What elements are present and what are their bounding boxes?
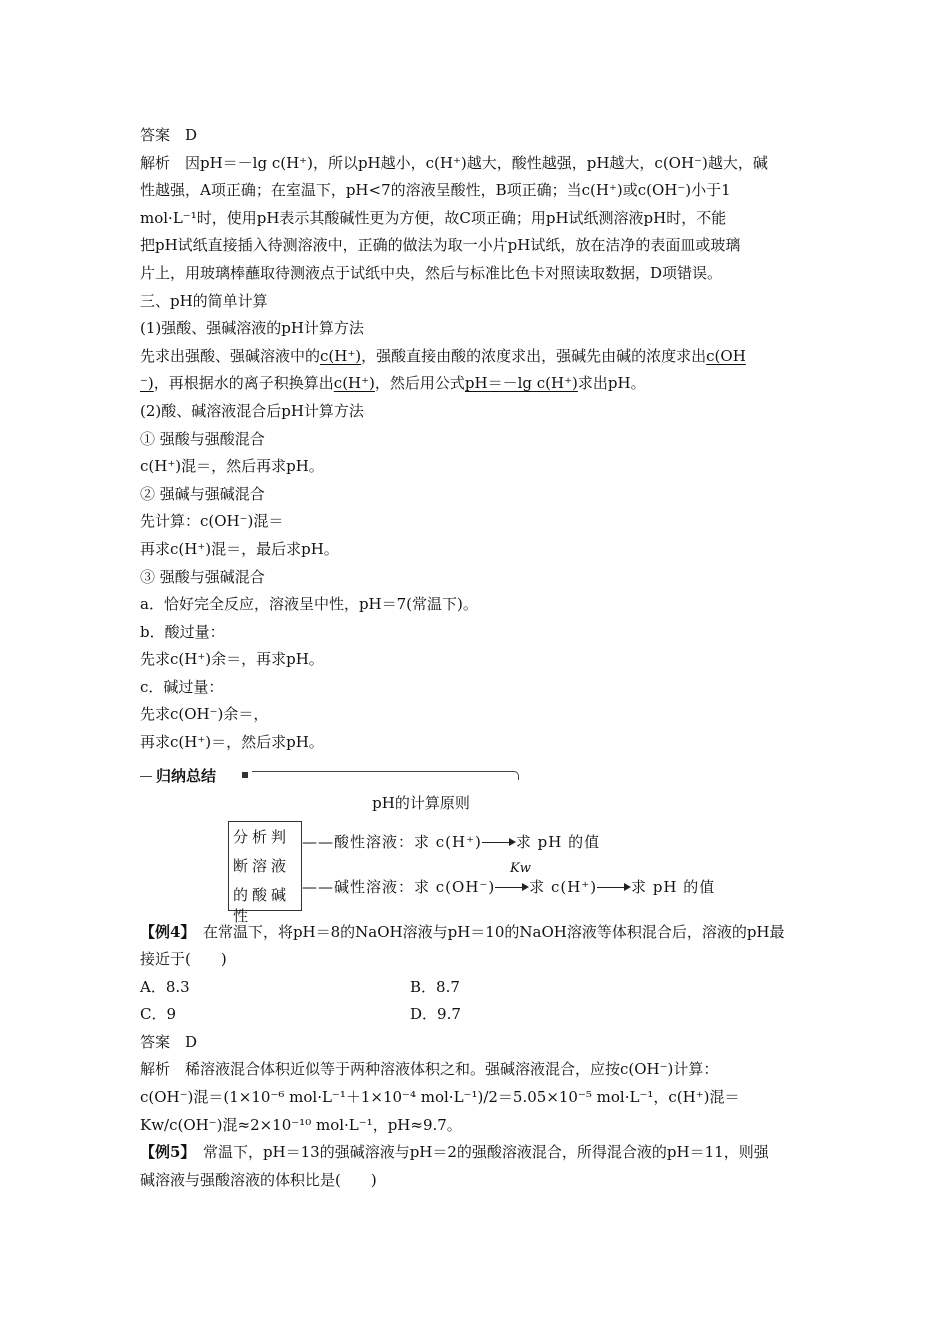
formula-line: 先计算：c(OH⁻)混＝ xyxy=(140,512,284,531)
formula-line: c(H⁺)混＝，然后再求pH。 xyxy=(140,457,324,476)
option-c: C．9 xyxy=(140,1005,177,1024)
arrow-right-icon xyxy=(597,883,631,893)
judge-box: 分析判 断溶液 的酸碱性 xyxy=(228,821,302,911)
section-heading: 三、pH的简单计算 xyxy=(140,291,268,310)
summary-title: 归纳总结 xyxy=(156,766,217,785)
case-heading: ③ 强酸与强碱混合 xyxy=(140,567,265,586)
option-a: A．8.3 xyxy=(140,977,190,996)
analysis-line: 性越强，A项正确；在室温下，pH<7的溶液呈酸性，B项正确；当c(H⁺)或c(OH⁻)小于1 xyxy=(140,181,731,200)
example4-options xyxy=(140,974,812,1029)
formula-line: 先求c(H⁺)余＝，再求pH。 xyxy=(140,650,324,669)
subsection-heading: (2)酸、碱溶液混合后pH计算方法 xyxy=(140,401,364,420)
method1-line-1: 先求出强酸、强碱溶液中的c(H⁺)，强酸直接由酸的浓度求出，强碱先由碱的浓度求出c(OH xyxy=(140,346,746,365)
blank-answer: ⁻) xyxy=(140,374,154,393)
header-rule xyxy=(140,776,152,777)
analysis-line: Kw/c(OH⁻)混≈2×10⁻¹⁰ mol·L⁻¹，pH≈9.7。 xyxy=(140,1115,462,1134)
header-dot xyxy=(242,772,248,778)
example-tag: 【例5】 xyxy=(140,1143,188,1162)
acid-branch: ——酸性溶液：求 c(H⁺) 求 pH 的值 xyxy=(302,832,601,851)
example5-question: 碱溶液与强酸溶液的体积比是( ) xyxy=(140,1170,377,1189)
arrow-right-icon xyxy=(495,883,529,893)
formula-line: 先求c(OH⁻)余＝， xyxy=(140,705,269,724)
kw-label: Kw xyxy=(510,860,531,876)
case-line: c．碱过量： xyxy=(140,677,224,696)
subsection-heading: (1)强酸、强碱溶液的pH计算方法 xyxy=(140,319,364,338)
ph-principle-diagram xyxy=(140,821,812,925)
option-d: D．9.7 xyxy=(410,1005,461,1024)
case-heading: ① 强酸与强酸混合 xyxy=(140,429,265,448)
formula-line: 再求c(H⁺)混＝，最后求pH。 xyxy=(140,539,339,558)
blank-answer: pH＝－lg c(H⁺) xyxy=(464,374,578,393)
formula-line: 再求c(H⁺)＝，然后求pH。 xyxy=(140,733,324,752)
blank-answer: c(OH xyxy=(706,346,746,365)
option-b: B．8.7 xyxy=(410,977,460,996)
answer-line: 答案 D xyxy=(140,126,198,144)
example-tag: 【例4】 xyxy=(140,922,188,941)
blank-answer: c(H⁺) xyxy=(333,374,375,393)
analysis-line: mol·L⁻¹时，使用pH表示其酸碱性更为方便，故C项正确；用pH试纸测溶液pH时，不能 xyxy=(140,208,727,227)
example4-question: 接近于( ) xyxy=(140,950,227,969)
analysis-line: 片上，用玻璃棒蘸取待测液点于试纸中央，然后与标准比色卡对照读取数据，D项错误。 xyxy=(140,263,723,282)
arrow-right-icon xyxy=(482,838,516,848)
analysis-line: 解析 稀溶液混合体积近似等于两种溶液体积之和。强碱溶液混合，应按c(OH⁻)计算： xyxy=(140,1060,719,1079)
method1-line-2: ⁻)，再根据水的离子积换算出c(H⁺)，然后用公式pH＝－lg c(H⁺)求出pH。 xyxy=(140,374,646,393)
header-rule xyxy=(252,771,519,780)
summary-header xyxy=(140,763,812,789)
blank-answer: c(H⁺) xyxy=(320,346,362,365)
example5-question: 【例5】 常温下，pH＝13的强碱溶液与pH＝2的强酸溶液混合，所得混合液的pH＝11，则强 xyxy=(140,1143,769,1162)
case-heading: ② 强碱与强碱混合 xyxy=(140,484,265,503)
example4-question: 【例4】 在常温下，将pH＝8的NaOH溶液与pH＝10的NaOH溶液等体积混合后，溶液的pH最 xyxy=(140,922,785,941)
document-page xyxy=(140,122,812,1194)
case-line: a．恰好完全反应，溶液呈中性，pH＝7(常温下)。 xyxy=(140,595,478,614)
base-branch: ——碱性溶液：求 c(OH⁻) 求 c(H⁺) 求 pH 的值 xyxy=(302,877,716,896)
answer-line: 答案 D xyxy=(140,1032,198,1051)
analysis-line: 解析 因pH＝－lg c(H⁺)，所以pH越小，c(H⁺)越大，酸性越强，pH越大，c(OH⁻)越大，碱 xyxy=(140,153,768,172)
diagram-title: pH的计算原则 xyxy=(372,793,470,812)
analysis-line: 把pH试纸直接插入待测溶液中，正确的做法为取一小片pH试纸，放在洁净的表面皿或玻璃 xyxy=(140,236,741,255)
case-line: b．酸过量： xyxy=(140,622,225,641)
analysis-line: c(OH⁻)混＝(1×10⁻⁶ mol·L⁻¹＋1×10⁻⁴ mol·L⁻¹)/2＝5.05×10⁻⁵ mol·L⁻¹，c(H⁺)混＝ xyxy=(140,1088,740,1107)
